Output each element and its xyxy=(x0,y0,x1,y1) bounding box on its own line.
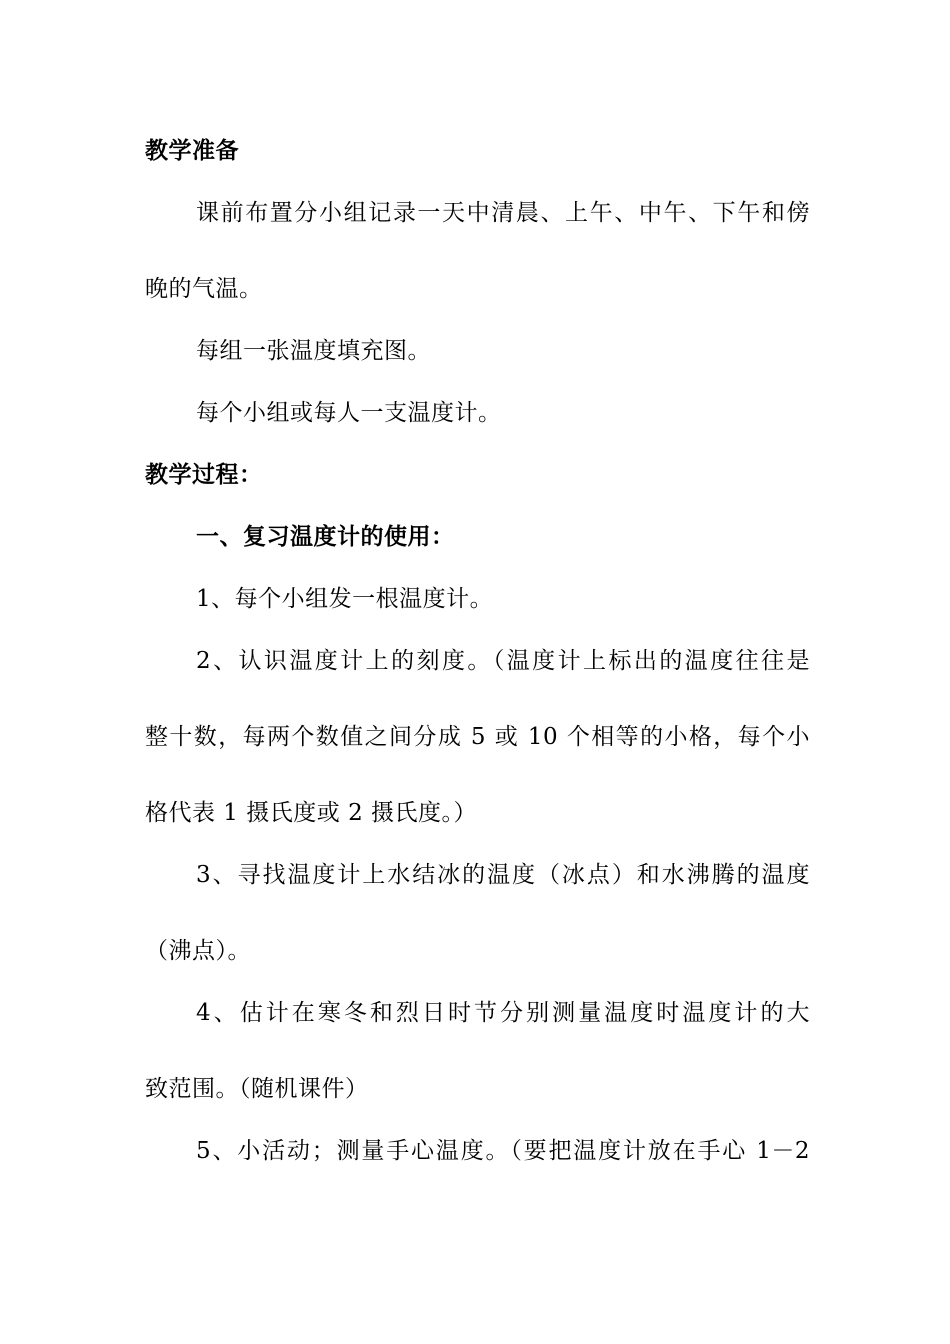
list-item-4-line-1: 4、估计在寒冬和烈日时节分别测量温度时温度计的大 xyxy=(196,1000,810,1026)
list-item-3-line-2: （沸点）。 xyxy=(145,938,251,964)
section-1-heading: 一、复习温度计的使用： xyxy=(196,523,455,550)
prep-paragraph-1-line-2: 晚的气温。 xyxy=(145,276,263,302)
list-item-4-line-2: 致范围。（随机课件） xyxy=(145,1076,369,1102)
list-item-1: 1、每个小组发一根温度计。 xyxy=(196,586,494,612)
prep-paragraph-3: 每个小组或每人一支温度计。 xyxy=(196,400,502,426)
list-item-3-line-1: 3、寻找温度计上水结冰的温度（冰点）和水沸腾的温度 xyxy=(196,862,810,888)
prep-paragraph-1-line-1: 课前布置分小组记录一天中清晨、上午、中午、下午和傍 xyxy=(196,200,810,226)
list-item-5-line-1: 5、小活动；测量手心温度。（要把温度计放在手心 1－2 xyxy=(196,1138,810,1164)
list-item-2-line-1: 2、认识温度计上的刻度。（温度计上标出的温度往往是 xyxy=(196,648,810,674)
heading-teaching-preparation: 教学准备 xyxy=(145,137,239,164)
list-item-2-line-2: 整十数，每两个数值之间分成 5 或 10 个相等的小格，每个小 xyxy=(145,724,810,750)
heading-teaching-process: 教学过程： xyxy=(145,461,263,488)
prep-paragraph-2: 每组一张温度填充图。 xyxy=(196,338,431,364)
list-item-2-line-3: 格代表 1 摄氏度或 2 摄氏度。） xyxy=(145,800,478,826)
